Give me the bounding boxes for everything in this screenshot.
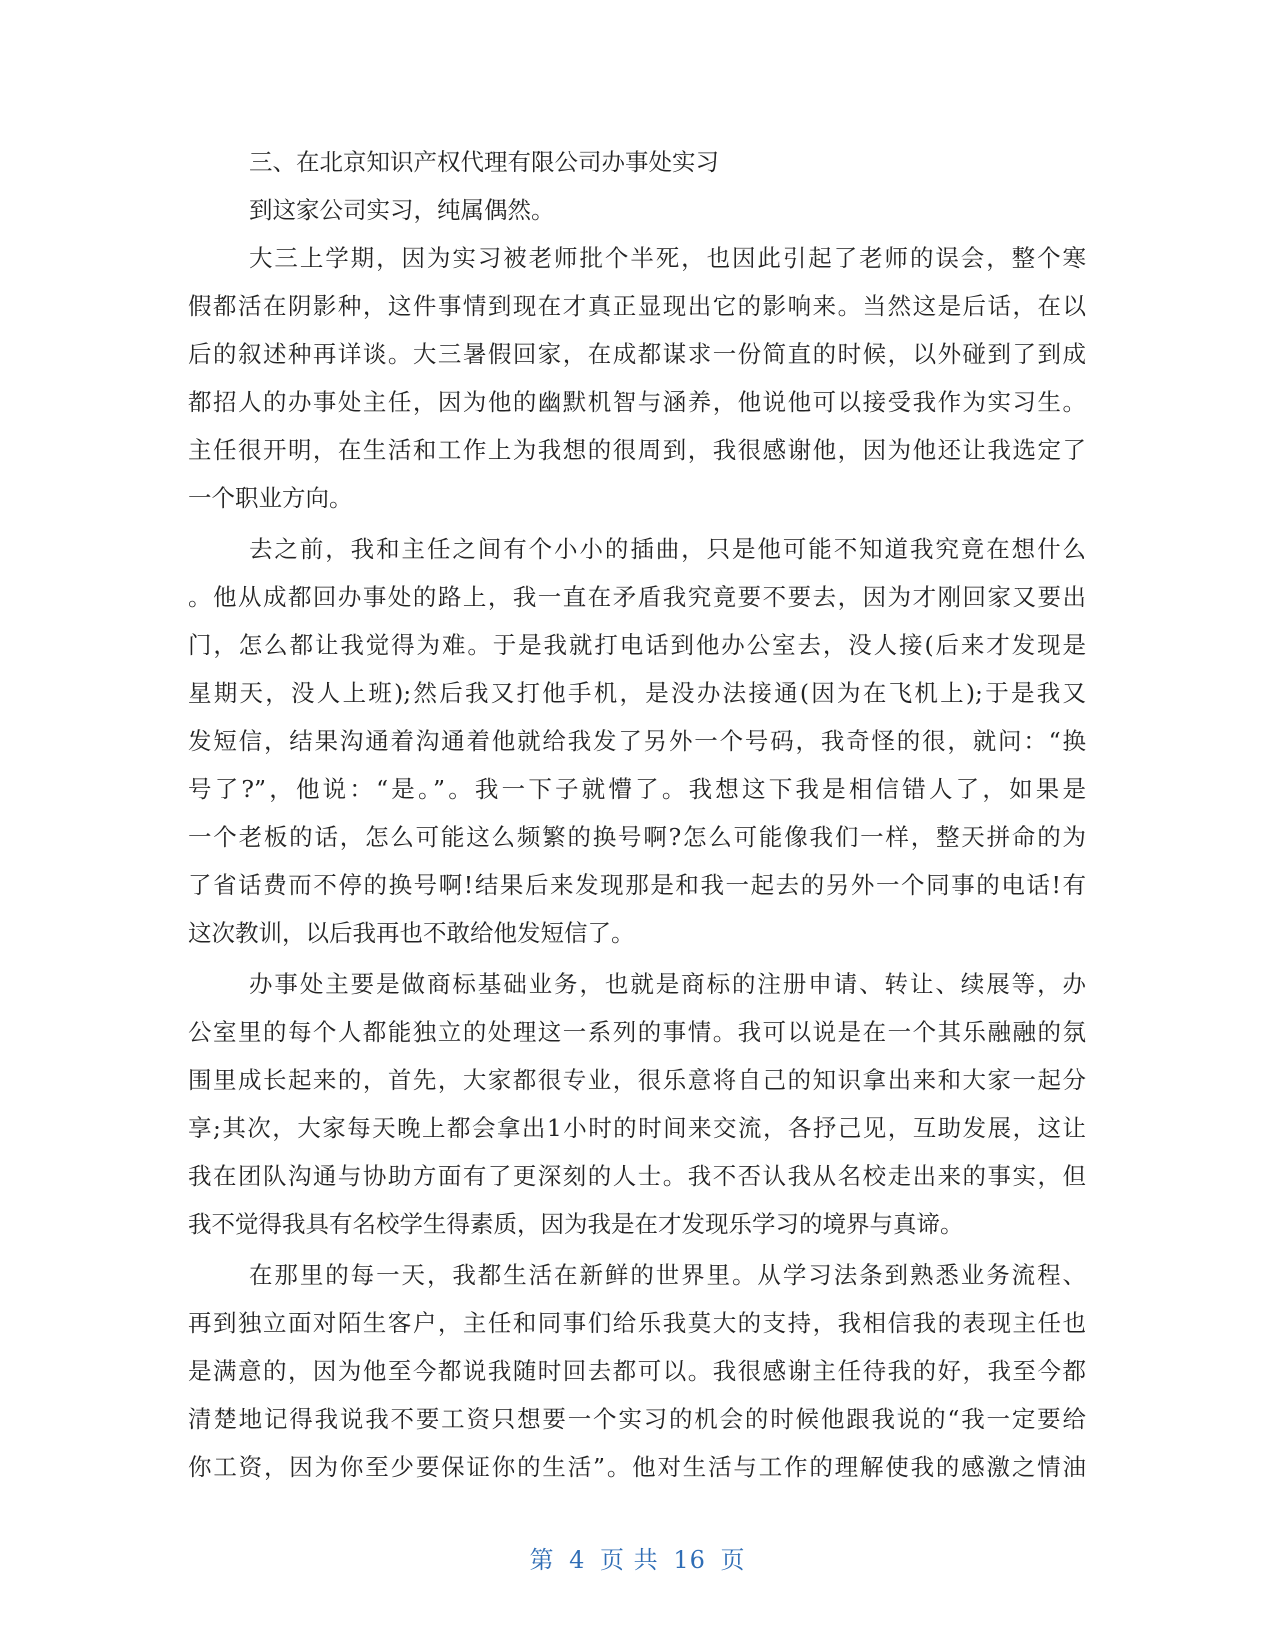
paragraph-line: 去之前，我和主任之间有个小小的插曲，只是他可能不知道我究竟在想什么 <box>249 535 1086 563</box>
paragraph-line: 门，怎么都让我觉得为难。于是我就打电话到他办公室去，没人接(后来才发现是 <box>188 631 1086 659</box>
paragraph-line: 办事处主要是做商标基础业务，也就是商标的注册申请、转让、续展等，办 <box>249 970 1086 998</box>
document-body <box>188 138 1086 1494</box>
paragraph-line: 一个老板的话，怎么可能这么频繁的换号啊?怎么可能像我们一样，整天拼命的为 <box>188 823 1086 851</box>
paragraph-line: 享;其次，大家每天晚上都会拿出1小时的时间来交流，各抒己见，互助发展，这让 <box>188 1114 1086 1142</box>
footer-total-pages: 16 <box>673 1546 706 1574</box>
paragraph-line: 围里成长起来的，首先，大家都很专业，很乐意将自己的知识拿出来和大家一起分 <box>188 1066 1086 1094</box>
intro-line: 到这家公司实习，纯属偶然。 <box>249 196 555 224</box>
paragraph-line: 在那里的每一天，我都生活在新鲜的世界里。从学习法条到熟悉业务流程、 <box>249 1261 1086 1289</box>
footer-page-number: 4 <box>569 1546 586 1574</box>
paragraph-line: 。他从成都回办事处的路上，我一直在矛盾我究竟要不要去，因为才刚回家又要出 <box>188 583 1086 611</box>
paragraph-line: 再到独立面对陌生客户，主任和同事们给乐我莫大的支持，我相信我的表现主任也 <box>188 1309 1086 1337</box>
paragraph-line: 公室里的每个人都能独立的处理这一系列的事情。我可以说是在一个其乐融融的氛 <box>188 1018 1086 1046</box>
paragraph-line: 你工资，因为你至少要保证你的生活”。他对生活与工作的理解使我的感激之情油 <box>188 1453 1086 1481</box>
paragraph-line: 后的叙述种再详谈。大三暑假回家，在成都谋求一份简直的时候，以外碰到了到成 <box>188 340 1086 368</box>
footer-suffix: 页 <box>720 1546 746 1574</box>
paragraph-line: 我不觉得我具有名校学生得素质，因为我是在才发现乐学习的境界与真谛。 <box>188 1210 964 1238</box>
paragraph-line: 清楚地记得我说我不要工资只想要一个实习的机会的时候他跟我说的“我一定要给 <box>188 1405 1086 1433</box>
paragraph-line: 了省话费而不停的换号啊!结果后来发现那是和我一起去的另外一个同事的电话!有 <box>188 871 1086 899</box>
paragraph-line: 我在团队沟通与协助方面有了更深刻的人士。我不否认我从名校走出来的事实，但 <box>188 1162 1086 1190</box>
paragraph-line: 发短信，结果沟通着沟通着他就给我发了另外一个号码，我奇怪的很，就问：“换 <box>188 727 1086 755</box>
paragraph-line: 星期天，没人上班);然后我又打他手机，是没办法接通(因为在飞机上);于是我又 <box>188 679 1086 707</box>
paragraph-line: 主任很开明，在生活和工作上为我想的很周到，我很感谢他，因为他还让我选定了 <box>188 436 1086 464</box>
footer-prefix: 第 <box>529 1546 555 1574</box>
paragraph-line: 是满意的，因为他至今都说我随时回去都可以。我很感谢主任待我的好，我至今都 <box>188 1357 1086 1385</box>
paragraph-line: 都招人的办事处主任，因为他的幽默机智与涵养，他说他可以接受我作为实习生。 <box>188 388 1086 416</box>
paragraph-line: 假都活在阴影种，这件事情到现在才真正显现出它的影响来。当然这是后话，在以 <box>188 292 1086 320</box>
paragraph-3 <box>188 960 1086 1248</box>
page-footer <box>0 1540 1275 1575</box>
paragraph-line: 一个职业方向。 <box>188 484 353 512</box>
paragraph-line: 号了?”，他说：“是。”。我一下子就懵了。我想这下我是相信错人了，如果是 <box>188 775 1086 803</box>
paragraph-4 <box>188 1251 1086 1491</box>
paragraph-1 <box>188 234 1086 522</box>
footer-middle: 页 共 <box>600 1546 659 1574</box>
paragraph-2 <box>188 525 1086 957</box>
section-heading: 三、在北京知识产权代理有限公司办事处实习 <box>249 148 719 176</box>
paragraph-line: 这次教训，以后我再也不敢给他发短信了。 <box>188 919 635 947</box>
paragraph-line: 大三上学期，因为实习被老师批个半死，也因此引起了老师的误会，整个寒 <box>249 244 1086 272</box>
